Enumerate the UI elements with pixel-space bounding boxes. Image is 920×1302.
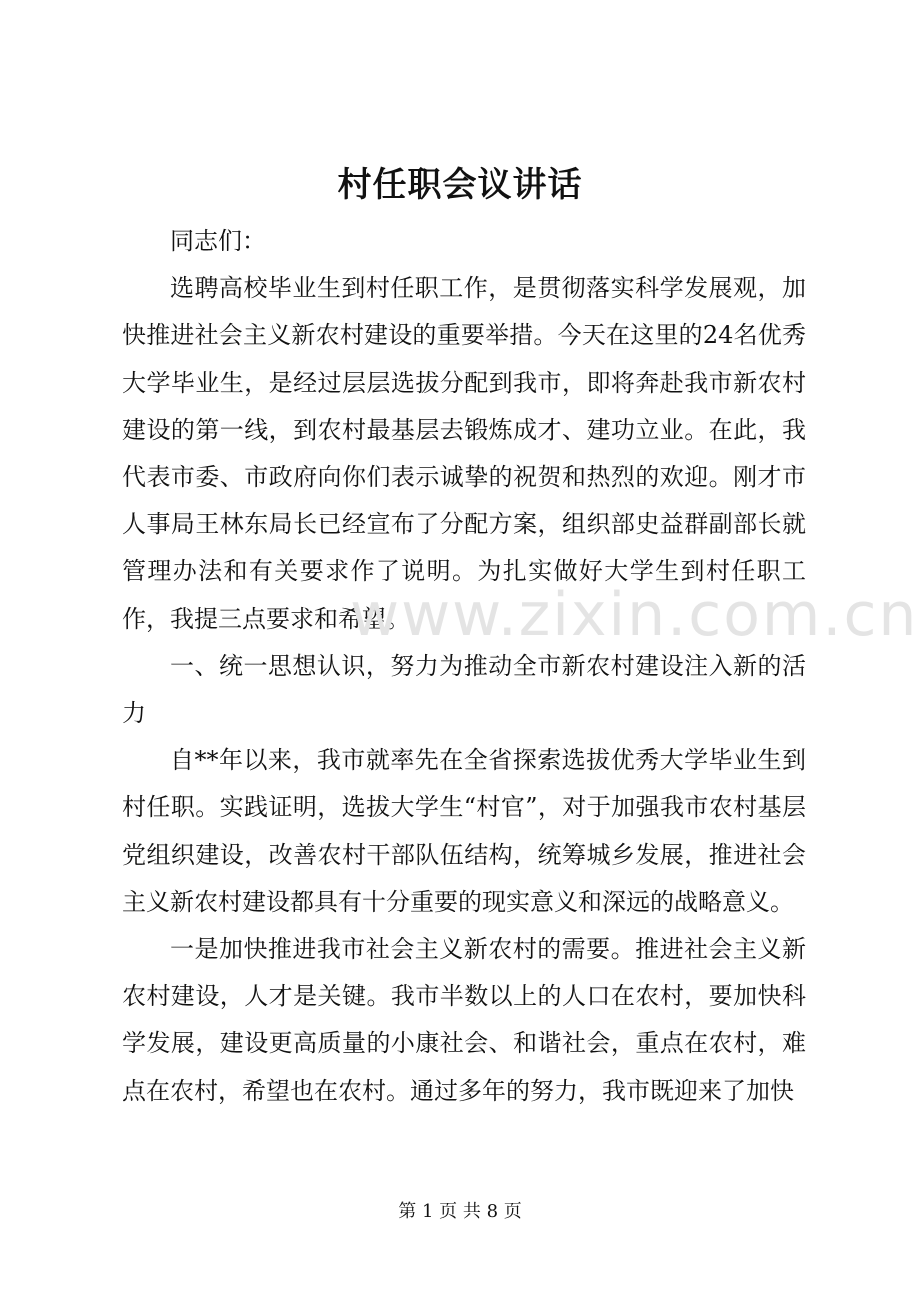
section-heading: 一、统一思想认识，努力为推动全市新农村建设注入新的活力 [122,651,806,728]
watermark: www.zixin.com.cn [350,580,919,650]
body-paragraph: 选聘高校毕业生到村任职工作，是贯彻落实科学发展观，加快推进社会主义新农村建设的重要举措。今天在这里的24名优秀大学毕业生，是经过层层选拔分配到我市，即将奔赴我市新农村建设的第一线，到农村最基层去锻炼成才、建功立业。在此，我代表市委、市政府向你们表示诚挚的祝贺和热烈的欢迎。刚才市人事局王林东局长已经宣布了分配方案，组织部史益群副部长就管理办法和有关要求作了说明。为扎实做好大学生到村任职工作，我提三点要求和希望。 [122,274,806,633]
body-paragraph: 自**年以来，我市就率先在全省探索选拔优秀大学毕业生到村任职。实践证明，选拔大学生“村官”，对于加强我市农村基层党组织建设，改善农村干部队伍结构，统筹城乡发展，推进社会主义新农村建设都具有十分重要的现实意义和深远的战略意义。 [122,746,806,916]
document-title: 村任职会议讲话 [337,165,583,205]
body-paragraph: 一是加快推进我市社会主义新农村的需要。推进社会主义新农村建设，人才是关键。我市半数以上的人口在农村，要加快科学发展，建设更高质量的小康社会、和谐社会，重点在农村，难点在农村，希望也在农村。通过多年的努力，我市既迎来了加快 [122,935,806,1105]
salutation-paragraph: 同志们： [170,227,266,255]
document-body [122,218,806,1115]
page-footer: 第 1 页 共 8 页 [398,1201,522,1222]
